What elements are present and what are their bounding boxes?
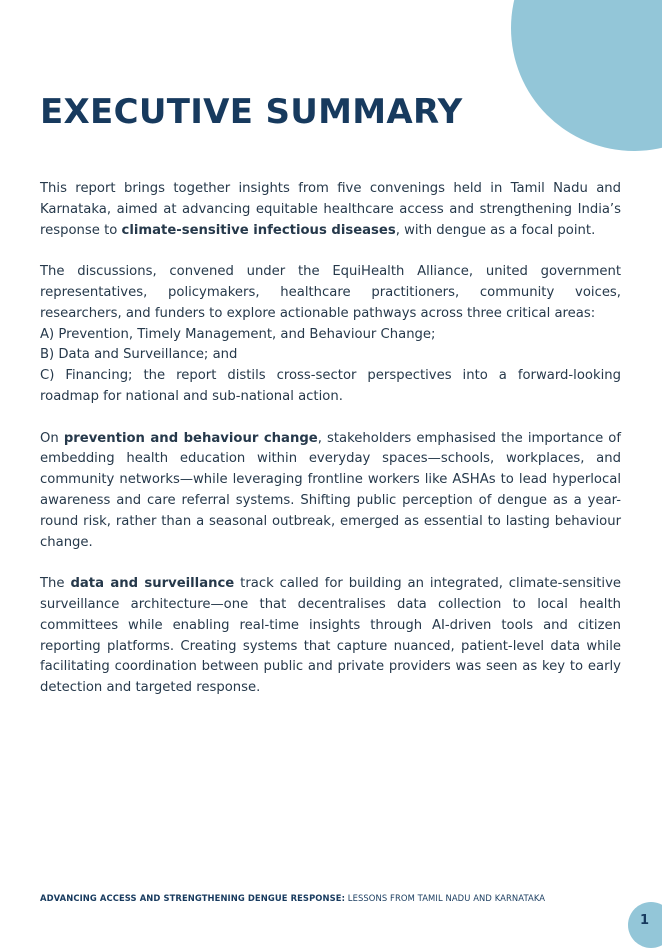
paragraph-prevention bbox=[40, 429, 621, 554]
paragraph-prevention-emphasis: prevention and behaviour change bbox=[63, 430, 318, 446]
corner-decoration-circle bbox=[511, 0, 662, 151]
summary-body bbox=[40, 179, 621, 720]
focus-area-c: C) Financing; the report distils cross-sector perspectives into a forward-looking roadmap for national and sub-national action. bbox=[40, 368, 621, 404]
paragraph-surveillance-text: The bbox=[40, 576, 71, 592]
focus-area-b: B) Data and Surveillance; and bbox=[40, 347, 238, 363]
paragraph-surveillance-emphasis: data and surveillance bbox=[70, 576, 235, 592]
page-title: EXECUTIVE SUMMARY bbox=[40, 92, 463, 132]
paragraph-intro-text-end: , with dengue as a focal point. bbox=[395, 222, 596, 238]
footer-title-bold: ADVANCING ACCESS AND STRENGTHENING DENGUE RESPONSE: bbox=[40, 893, 346, 903]
paragraph-discussions bbox=[40, 262, 621, 408]
paragraph-surveillance bbox=[40, 574, 621, 699]
paragraph-prevention-text: On bbox=[40, 430, 64, 446]
focus-area-a: A) Prevention, Timely Management, and Behaviour Change; bbox=[40, 326, 436, 342]
page-footer bbox=[40, 893, 545, 903]
paragraph-intro-emphasis: climate-sensitive infectious diseases bbox=[121, 222, 396, 238]
paragraph-intro bbox=[40, 179, 621, 241]
paragraph-intro-text: This report brings together insights from five convenings held in Tamil Nadu and Karnataka, aimed at advancing equitable healthcare access and strengthening India’s response to bbox=[40, 181, 621, 238]
paragraph-prevention-text-end: , stakeholders emphasised the importance of embedding health education within everyday spaces—schools, workplaces, and community networks—while leveraging frontline workers like ASHAs to lead hyperlocal awareness and care referral systems. Shifting public perception of dengue as a year-round risk, rather than a seasonal outbreak, emerged as essential to lasting behaviour change. bbox=[40, 430, 621, 550]
footer-title-regular: LESSONS FROM TAMIL NADU AND KARNATAKA bbox=[345, 893, 546, 903]
paragraph-surveillance-text-end: track called for building an integrated, climate-sensitive surveillance architecture—one that decentralises data collection to local health committees while enabling real-time insights through AI-driven tools and citizen reporting platforms. Creating systems that capture nuanced, patient-level data while facilitating coordination between public and private providers was seen as key to early detection and targeted response. bbox=[40, 576, 621, 696]
discussions-intro: The discussions, convened under the EquiHealth Alliance, united government representatives, policymakers, healthcare practitioners, community voices, researchers, and funders to explore actionable pathways across three critical areas: bbox=[40, 264, 621, 321]
page-number: 1 bbox=[640, 913, 650, 928]
